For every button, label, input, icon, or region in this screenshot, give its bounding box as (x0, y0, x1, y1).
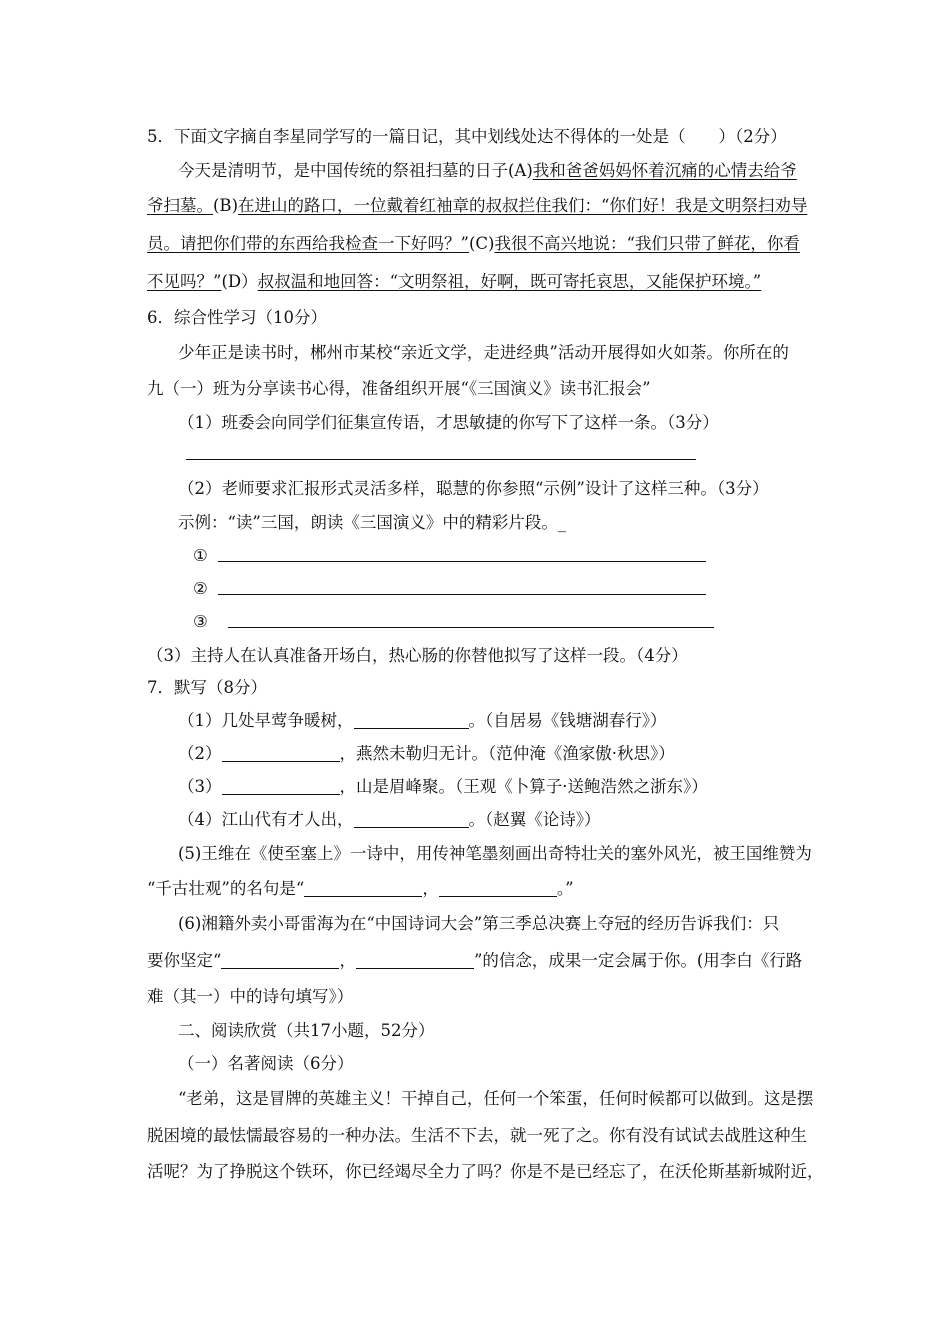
q7-item-4 (178, 809, 601, 831)
passage-line-1: “老弟，这是冒牌的英雄主义！干掉自己，任何一个笨蛋，任何时候都可以做到。这是摆 (178, 1089, 814, 1108)
q7-item-3 (178, 776, 708, 798)
q6-part-2: （2）老师要求汇报形式灵活多样，聪慧的你参照“示例”设计了这样三种。（3分） (178, 479, 769, 498)
q6-item-2-num: ② (193, 579, 208, 598)
passage-line-2: 脱困境的最怯懦最容易的一种办法。生活不下去，就一死了之。你有没有试试去战胜这种生 (147, 1126, 807, 1145)
q7-item-2-num: （2） (178, 744, 222, 763)
q7-item-5-line-1: (5)王维在《使至塞上》一诗中，用传神笔墨刻画出奇特壮关的塞外风光，被王国维赞为 (178, 844, 812, 863)
q7-item-1-source: 。（自居易《钱塘湖春行》） (468, 711, 667, 730)
passage-line-3: 活呢？为了挣脱这个铁环，你已经竭尽全力了吗？你是不是已经忘了，在沃伦斯基新城附近， (147, 1162, 824, 1181)
q7-item-6-line-1: (6)湘籍外卖小哥雷海为在“中国诗词大会”第三季总决赛上夺冠的经历告诉我们：只 (178, 914, 780, 933)
q6-part-3: （3）主持人在认真准备开场白，热心肠的你替他拟写了这样一段。（4分） (147, 646, 688, 665)
q5-title: 5．下面文字摘自李星同学写的一篇日记，其中划线处达不得体的一处是（ ）（2分） (147, 127, 787, 146)
q7-item-2 (178, 743, 675, 765)
q5-line-2 (147, 195, 807, 217)
q7-item-5-line-2 (147, 878, 574, 900)
fill-blank-3[interactable] (222, 778, 340, 795)
q5-line-1 (178, 160, 797, 182)
q6-part-1: （1）班委会向同学们征集宣传语，才思敏捷的你写下了这样一条。（3分） (178, 413, 719, 432)
q7-item-5-end: 。” (556, 879, 574, 898)
q7-item-3-num: （3） (178, 777, 222, 796)
fill-blank-6b[interactable] (356, 952, 474, 969)
q5-underlined-c-end: 不见吗？” (147, 272, 222, 291)
section-2-sub-1: （一）名著阅读（6分） (178, 1054, 354, 1073)
q7-item-3-text: ，山是眉峰聚。（王观《卜算子·送鲍浩然之浙东》） (339, 777, 708, 796)
q5-underlined-b-end: 员。请把你们带的东西给我检查一下好吗？” (147, 234, 469, 253)
q7-item-6-end: ”的信念，成果一定会属于你。(用李白《行路 (473, 951, 803, 970)
q7-item-2-text: ，燕然未勒归无计。（范仲淹《渔家傲·秋思》） (339, 744, 675, 763)
fill-blank-2[interactable] (222, 745, 340, 762)
q5-underlined-a: 我和爸爸妈妈怀着沉痛的心情去给爷 (532, 161, 797, 180)
section-2-title: 二、阅读欣赏（共17小题，52分） (178, 1021, 435, 1040)
q7-item-6-line-3: 难（其一）中的诗句填写》） (147, 987, 354, 1006)
q6-intro-2: 九（一）班为分享读书心得，准备组织开展“《三国演义》读书汇报会” (147, 379, 651, 398)
q7-item-1 (178, 710, 667, 732)
q5-underlined-b: 在进山的路口，一位戴着红袖章的叔叔拦住我们：“你们好！我是文明祭扫劝导 (238, 196, 808, 215)
q7-item-1-text: （1）几处早莺争暖树， (178, 711, 354, 730)
q5-line-4 (147, 271, 761, 293)
q5-line-3 (147, 233, 800, 255)
q7-item-6-line-2 (147, 950, 802, 972)
fill-blank-6a[interactable] (221, 952, 339, 969)
q6-item-3-num: ③ (193, 612, 208, 631)
q7-item-6-text: 要你坚定“ (147, 951, 222, 970)
q6-title: 6．综合性学习（10分） (147, 308, 327, 327)
fill-blank-1[interactable] (354, 712, 469, 729)
q5-underlined-c: 我很不高兴地说：“我们只带了鲜花，你看 (494, 234, 800, 253)
fill-blank-4[interactable] (354, 811, 469, 828)
answer-line-1[interactable] (186, 459, 696, 460)
q7-item-4-text: （4）江山代有才人出， (178, 810, 354, 829)
q7-item-6-comma: ， (339, 951, 356, 970)
q5-mark-d: (D） (221, 272, 258, 291)
q6-example: 示例：“读”三国，朗读《三国演义》中的精彩片段。_ (178, 513, 567, 532)
answer-line-4[interactable] (228, 627, 714, 628)
answer-line-3[interactable] (218, 594, 706, 595)
q5-underlined-d: 叔叔温和地回答：“文明祭祖，好啊，既可寄托哀思，又能保护环境。” (257, 272, 762, 291)
q7-item-5-text: “千古壮观”的名句是“ (147, 879, 305, 898)
q7-item-5-comma: ， (422, 879, 439, 898)
q5-mark-b: (B) (213, 196, 238, 215)
q6-intro-1: 少年正是读书时，郴州市某校“亲近文学，走进经典”活动开展得如火如荼。你所在的 (178, 343, 789, 362)
fill-blank-5a[interactable] (304, 880, 422, 897)
q6-item-1-num: ① (193, 546, 208, 565)
answer-line-2[interactable] (218, 561, 706, 562)
q5-text: 今天是清明节，是中国传统的祭祖扫墓的日子(A) (178, 161, 533, 180)
q5-mark-c: (C) (468, 234, 495, 253)
q7-item-4-source: 。（赵翼《论诗》） (468, 810, 601, 829)
q7-title: 7．默写（8分） (147, 678, 267, 697)
q5-underlined-a-end: 爷扫墓。 (147, 196, 213, 215)
fill-blank-5b[interactable] (439, 880, 557, 897)
